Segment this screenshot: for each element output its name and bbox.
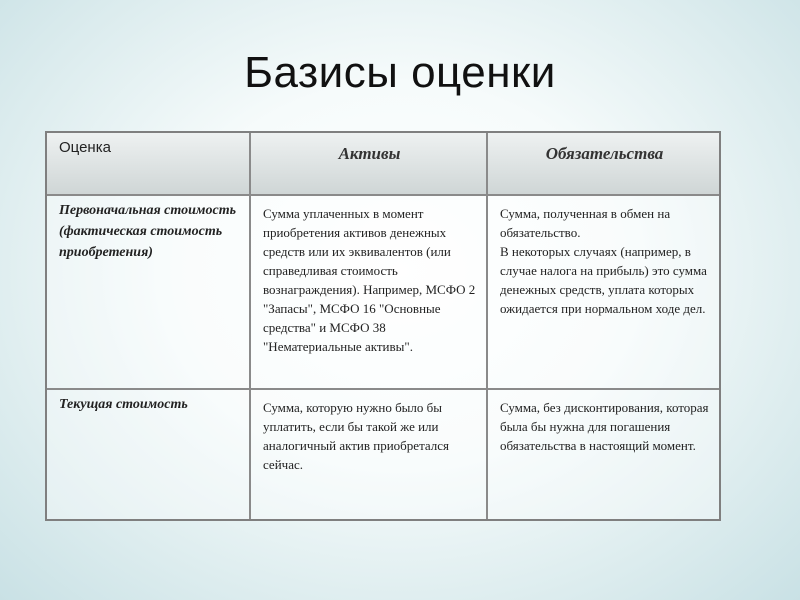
table-row	[47, 196, 719, 390]
header-liabilities: Обязательства	[545, 144, 664, 163]
cell-liabilities-current-cost: Сумма, без дисконтирования, которая была бы нужна для погашения обязательства в настоящий момент.	[500, 400, 709, 453]
header-assets: Активы	[251, 133, 488, 194]
valuation-bases-table	[45, 131, 721, 521]
row-label-historical-cost: Первоначальная стоимость (фактическая стоимость приобретения)	[47, 196, 251, 388]
cell-assets-historical-cost: Сумма уплаченных в момент приобретения активов денежных средств или их эквивалентов (или справедливая стоимость вознаграждения). Например, МСФО 2 "Запасы", МСФО 16 "Основные средства" и МСФО 38 "Нематериальные активы".	[251, 196, 488, 388]
liabilities-text-2: В некоторых случаях (например, в случае налога на прибыль) это сумма денежных средств, уплата которых ожидается при нормальном ходе дел.	[500, 244, 707, 316]
page-title: Базисы оценки	[244, 48, 556, 97]
cell-liabilities-historical-cost	[488, 196, 719, 388]
liabilities-text-1: Сумма, полученная в обмен на обязательство.	[500, 206, 671, 240]
table-row	[47, 390, 719, 519]
cell-assets-current-cost: Сумма, которую нужно было бы уплатить, если бы такой же или аналогичный актив приобретался сейчас.	[251, 390, 488, 519]
row-label-current-cost: Текущая стоимость	[47, 390, 251, 519]
header-valuation: Оценка	[47, 133, 251, 194]
table-header-row	[47, 133, 719, 196]
